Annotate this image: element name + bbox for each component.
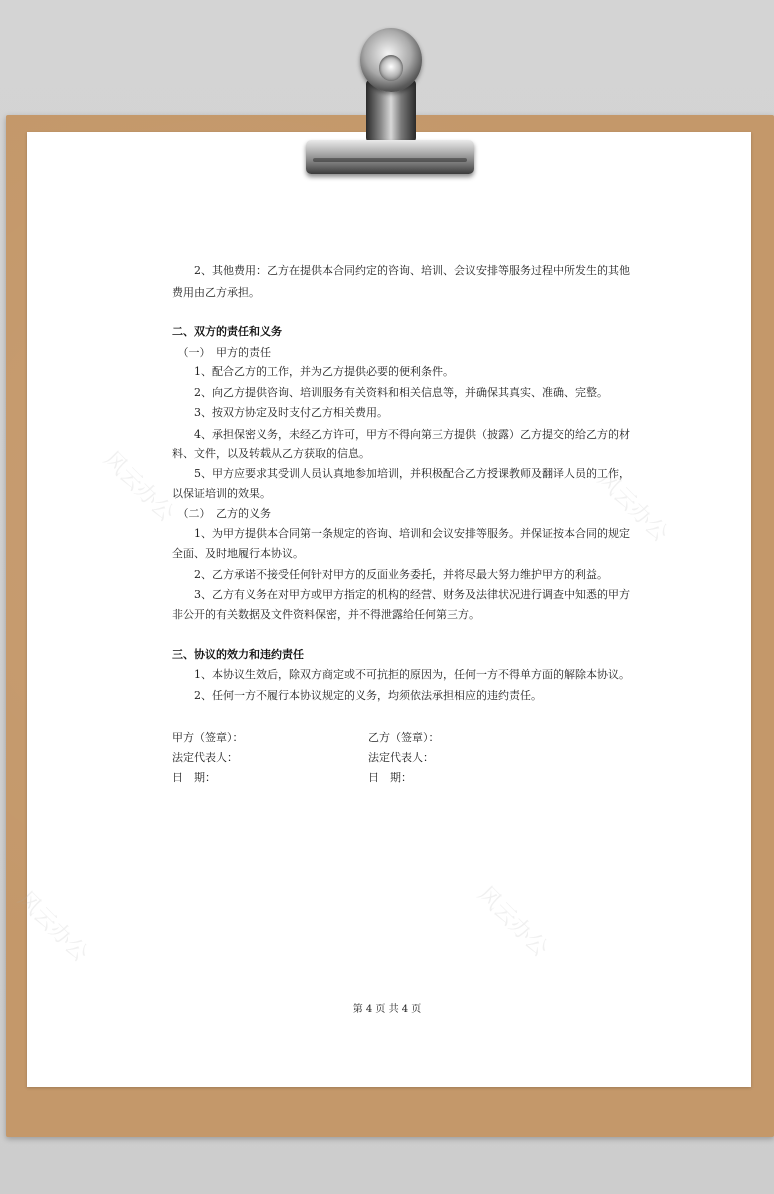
watermark: 风云办公 xyxy=(472,881,553,962)
paragraph-line: 2、任何一方不履行本协议规定的义务，均须依法承担相应的违约责任。 xyxy=(172,689,542,702)
paragraph-line: 全面、及时地履行本协议。 xyxy=(172,547,304,560)
binder-clip-plate xyxy=(306,140,474,174)
watermark: 风云办公 xyxy=(12,886,93,967)
paragraph-line: 3、按双方协定及时支付乙方相关费用。 xyxy=(172,406,388,419)
subsection-heading: （一） 甲方的责任 xyxy=(172,346,271,359)
page-number: 第 4 页 共 4 页 xyxy=(352,1004,422,1015)
binder-clip-bar xyxy=(313,158,467,162)
party-a-representative-label: 法定代表人： xyxy=(172,751,238,764)
subsection-heading: （二） 乙方的义务 xyxy=(172,507,271,520)
watermark: 风云办公 xyxy=(592,466,673,547)
paragraph-line: 以保证培训的效果。 xyxy=(172,487,271,500)
section-heading: 二、双方的责任和义务 xyxy=(172,325,282,338)
paragraph-line: 非公开的有关数据及文件资料保密，并不得泄露给任何第三方。 xyxy=(172,608,480,621)
watermark: 风云办公 xyxy=(98,446,179,527)
paragraph-line: 1、本协议生效后，除双方商定或不可抗拒的原因为，任何一方不得单方面的解除本协议。 xyxy=(172,668,630,681)
paragraph-line: 5、甲方应要求其受训人员认真地参加培训，并积极配合乙方授课教师及翻译人员的工作， xyxy=(172,467,630,480)
paragraph-line: 2、向乙方提供咨询、培训服务有关资料和相关信息等，并确保其真实、准确、完整。 xyxy=(172,386,608,399)
paragraph-line: 2、其他费用：乙方在提供本合同约定的咨询、培训、会议安排等服务过程中所发生的其他 xyxy=(172,264,630,277)
party-b-seal-label: 乙方（签章）： xyxy=(368,731,440,744)
paragraph-line: 4、承担保密义务，未经乙方许可，甲方不得向第三方提供（披露）乙方提交的给乙方的材 xyxy=(172,428,630,441)
party-b-date-label: 日 期： xyxy=(368,771,412,784)
party-a-seal-label: 甲方（签章）： xyxy=(172,731,244,744)
section-heading: 三、协议的效力和违约责任 xyxy=(172,648,304,661)
paragraph-line: 料、文件，以及转载从乙方获取的信息。 xyxy=(172,447,370,460)
paragraph-line: 3、乙方有义务在对甲方或甲方指定的机构的经营、财务及法律状况进行调查中知悉的甲方 xyxy=(172,588,630,601)
party-a-date-label: 日 期： xyxy=(172,771,216,784)
paragraph-line: 费用由乙方承担。 xyxy=(172,286,260,299)
binder-clip-hole xyxy=(379,55,403,81)
paragraph-line: 1、配合乙方的工作，并为乙方提供必要的便利条件。 xyxy=(172,365,454,378)
paragraph-line: 2、乙方承诺不接受任何针对甲方的反面业务委托，并将尽最大努力维护甲方的利益。 xyxy=(172,568,608,581)
paragraph-line: 1、为甲方提供本合同第一条规定的咨询、培训和会议安排等服务。并保证按本合同的规定 xyxy=(172,527,630,540)
party-b-representative-label: 法定代表人： xyxy=(368,751,434,764)
